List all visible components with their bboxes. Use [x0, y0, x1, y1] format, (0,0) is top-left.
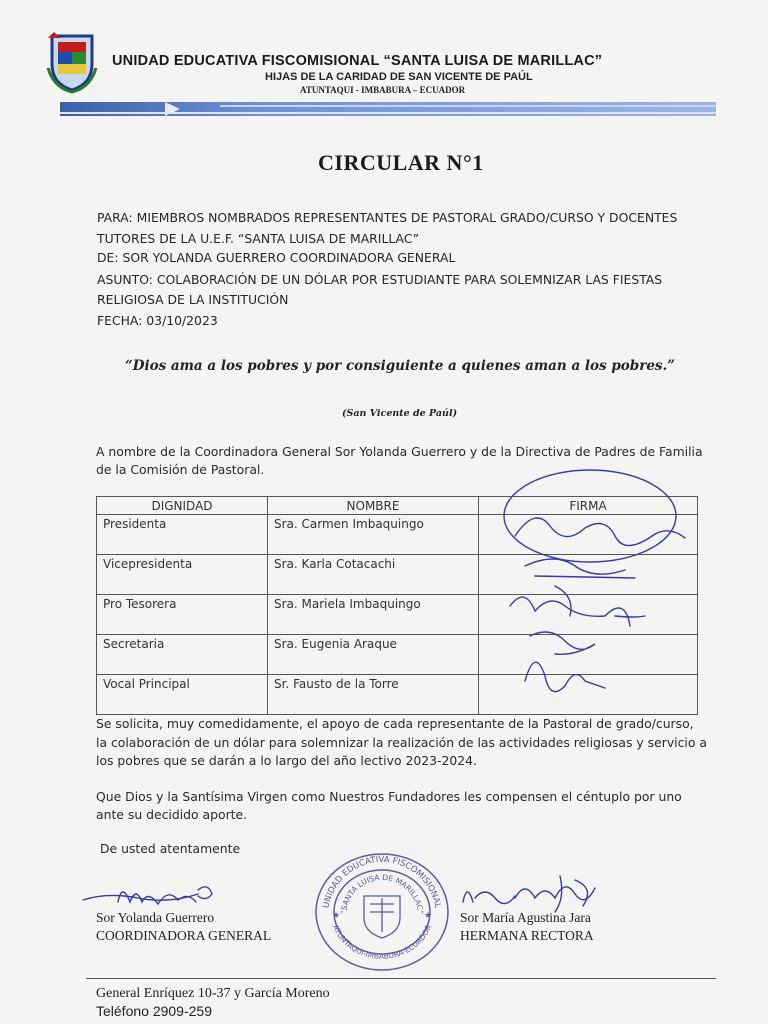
row-nombre: Sra. Mariela Imbaquingo [268, 595, 479, 635]
quote-text: “Dios ama a los pobres y por consiguiente a quienes aman a los pobres.” [125, 358, 675, 374]
row-dignidad: Vicepresidenta [97, 555, 268, 595]
footer-phone: Teléfono 2909-259 [96, 1003, 212, 1019]
row-nombre: Sra. Carmen Imbaquingo [268, 515, 479, 555]
memo-asunto-line2: RELIGIOSA DE LA INSTITUCIÓN [97, 292, 289, 307]
intro-line2: de la Comisión de Pastoral. [96, 462, 265, 477]
table-header-nombre: NOMBRE [268, 497, 479, 515]
memo-para-line2: TUTORES DE LA U.E.F. “SANTA LUISA DE MARILLAC” [97, 231, 420, 246]
footer-address: General Enríquez 10-37 y García Moreno [96, 986, 330, 1001]
footer-divider [86, 978, 716, 979]
memo-asunto-line1: ASUNTO: COLABORACIÓN DE UN DÓLAR POR ESTUDIANTE PARA SOLEMNIZAR LAS FIESTAS [97, 272, 663, 287]
blessing-line2: ante su decidido aporte. [96, 807, 248, 822]
school-location: ATUNTAQUI - IMBABURA – ECUADOR [300, 85, 466, 95]
stamp-bottom-text: ATUNTAQUI-IMBABURA-ECUADOR [330, 923, 434, 961]
svg-text:★: ★ [332, 911, 341, 921]
table-header-firma: FIRMA [479, 497, 698, 515]
memo-de: DE: SOR YOLANDA GUERRERO COORDINADORA GENERAL [97, 250, 456, 265]
stamp-top-text: UNIDAD EDUCATIVA FISCOMISIONAL [321, 854, 443, 910]
header-band [60, 100, 716, 118]
svg-text:★: ★ [424, 911, 433, 921]
memo-fecha: FECHA: 03/10/2023 [97, 313, 218, 328]
left-signatory-name: Sor Yolanda Guerrero [96, 910, 215, 925]
official-stamp [312, 846, 452, 972]
congregation-name: HIJAS DE LA CARIDAD DE SAN VICENTE DE PAÚL [265, 71, 533, 83]
closing-text: De usted atentamente [100, 841, 241, 856]
school-name: UNIDAD EDUCATIVA FISCOMISIONAL “SANTA LUISA DE MARILLAC” [112, 53, 603, 69]
blessing-line1: Que Dios y la Santísima Virgen como Nuestros Fundadores les compensen el céntuplo por uno [96, 789, 682, 804]
intro-line1: A nombre de la Coordinadora General Sor Yolanda Guerrero y de la Directiva de Padres de Familia [96, 444, 703, 459]
right-signatory-role: HERMANA RECTORA [460, 928, 594, 943]
quote-author: (San Vicente de Paúl) [342, 408, 458, 419]
school-crest-icon [44, 30, 100, 94]
request-line3: los pobres que se darán a lo largo del año lectivo 2023-2024. [96, 753, 477, 768]
table-header-dignidad: DIGNIDAD [97, 497, 268, 515]
stamp-inner-text: “SANTA LUISA DE MARILLAC” [339, 872, 425, 915]
row-nombre: Sra. Karla Cotacachi [268, 555, 479, 595]
memo-para-line1: PARA: MIEMBROS NOMBRADOS REPRESENTANTES DE PASTORAL GRADO/CURSO Y DOCENTES [97, 210, 678, 225]
row-dignidad: Vocal Principal [97, 675, 268, 715]
request-line1: Se solicita, muy comedidamente, el apoyo de cada representante de la Pastoral de grado/curso, [96, 716, 694, 731]
row-dignidad: Presidenta [97, 515, 268, 555]
left-signatory-role: COORDINADORA GENERAL [96, 928, 272, 943]
row-dignidad: Secretaria [97, 635, 268, 675]
right-signatory-name: Sor María Agustina Jara [460, 910, 591, 925]
page-title: CIRCULAR N°1 [318, 150, 484, 175]
request-line2: la colaboración de un dólar para solemnizar la realización de las actividades religiosas y servicio a [96, 735, 707, 750]
table-signatures-drawing [495, 466, 695, 706]
row-nombre: Sr. Fausto de la Torre [268, 675, 479, 715]
row-nombre: Sra. Eugenia Araque [268, 635, 479, 675]
row-dignidad: Pro Tesorera [97, 595, 268, 635]
